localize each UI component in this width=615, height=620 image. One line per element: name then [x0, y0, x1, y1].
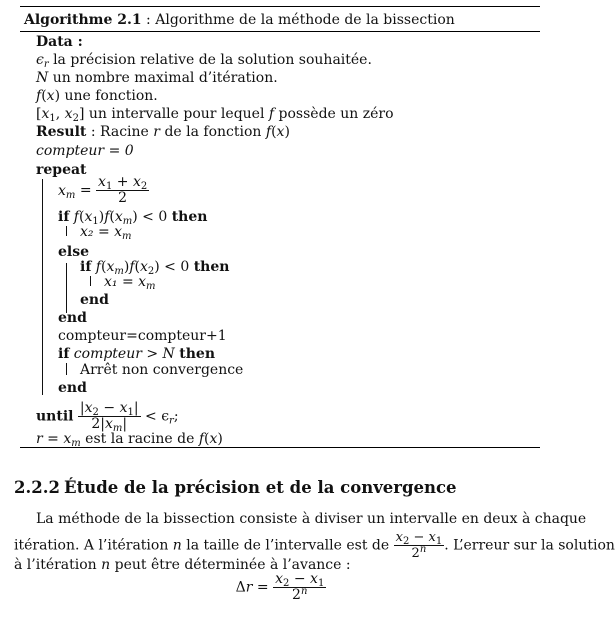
arret-line: Arrêt non convergence: [80, 362, 244, 378]
if-line-2: if $f(x_m)f(x_2) < 0$ then: [80, 259, 230, 277]
if-line-3: if compteur > N then: [58, 346, 215, 362]
if-line-1: if $f(x_1)f(x_m) < 0$ then: [58, 209, 208, 227]
assign-x2: $x_2 = x_m$: [80, 224, 132, 242]
compteur-init: compteur = 0: [36, 143, 134, 159]
final-line: $r = x_m$ est la racine de f(x): [36, 431, 223, 449]
algorithm-label: Algorithme 2.1: [24, 12, 142, 28]
data-keyword: Data :: [36, 34, 83, 50]
if2-bar: [90, 276, 91, 286]
data-line-interval: [$x_1$, $x_2$] un intervalle pour lequel f possède un zéro: [36, 106, 394, 124]
until-line: until $\frac{|x_2 - x_1|}{2|x_m|}$ < $\epsilon_r$;: [36, 400, 179, 434]
midpoint-formula: $x_m$ = $\frac{x_1 + x_2}{2}$: [58, 174, 148, 206]
error-equation: Δr = $\frac{x_2 - x_1}{2^n}$: [235, 571, 325, 603]
data-line-n: N un nombre maximal d’itération.: [36, 70, 278, 86]
algorithm-header: Algorithme 2.1 : Algorithme de la méthode de la bissection: [24, 12, 455, 28]
repeat-block-bar: [42, 179, 43, 395]
paragraph-line-3: à l’itération n peut être déterminée à l’avance :: [14, 557, 351, 573]
end-inner: end: [80, 292, 109, 308]
paragraph-line-2: itération. A l’itération n la taille de l’intervalle est de $\frac{x_2 - x_1}{2^n}$ . L’erreur sur la solution: [14, 530, 615, 561]
algorithm-caption: Algorithme de la méthode de la bissection: [155, 12, 455, 28]
paragraph-line-1: La méthode de la bissection consiste à diviser un intervalle en deux à chaque: [36, 511, 587, 527]
data-line-epsilon: $\epsilon_r$ la précision relative de la solution souhaitée.: [36, 52, 372, 70]
else-keyword: else: [58, 244, 90, 260]
header-rule: [20, 31, 540, 32]
section-heading: [14, 478, 457, 497]
compteur-inc: compteur=compteur+1: [58, 328, 227, 344]
repeat-keyword: repeat: [36, 162, 87, 178]
end-if3: end: [58, 380, 87, 396]
result-line: Result : Racine r de la fonction f(x): [36, 124, 290, 140]
section-title: Étude de la précision et de la convergence: [64, 478, 457, 497]
data-line-function: f(x) une fonction.: [36, 88, 158, 104]
section-paragraph: [14, 508, 615, 578]
if3-bar: [66, 363, 67, 375]
end-if1: end: [58, 310, 87, 326]
algorithm-box: [20, 6, 540, 448]
else-bar: [66, 263, 67, 313]
section-number: 2.2.2: [14, 478, 60, 497]
assign-x1: $x_1 = x_m$: [104, 274, 156, 292]
if1-bar: [66, 226, 67, 236]
